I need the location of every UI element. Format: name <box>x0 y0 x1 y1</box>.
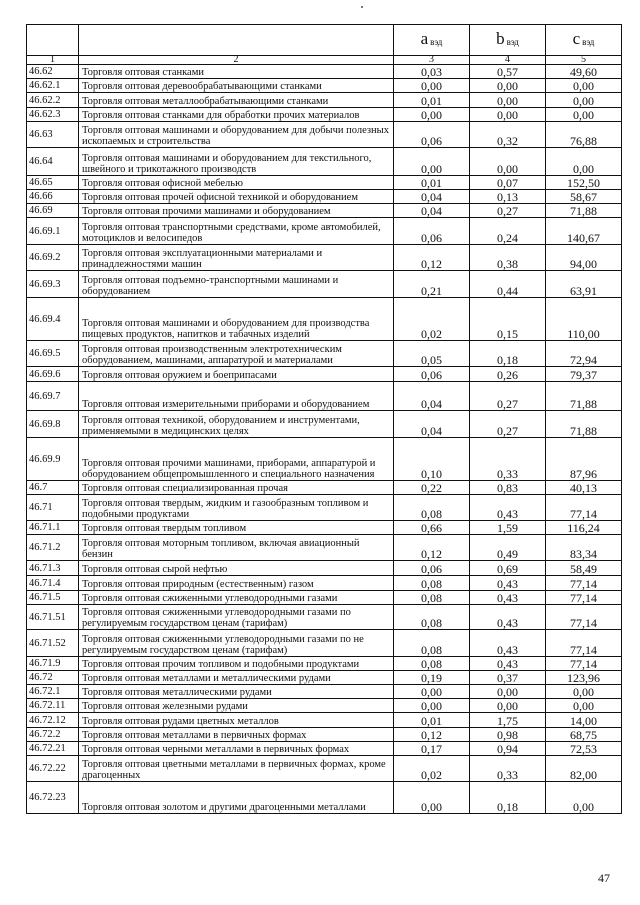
row-name: Торговля оптовая твердым топливом <box>79 521 394 535</box>
row-value-b: 0,43 <box>470 591 546 605</box>
row-name: Торговля оптовая металлообрабатывающими станками <box>79 93 394 108</box>
row-value-b: 0,32 <box>470 122 546 148</box>
row-value-a: 0,04 <box>394 382 470 411</box>
row-value-a: 0,06 <box>394 367 470 382</box>
row-value-a: 0,00 <box>394 782 470 814</box>
row-code: 46.62 <box>27 65 79 79</box>
table-row <box>27 190 622 204</box>
row-name: Торговля оптовая машинами и оборудованием для добычи полезных ископаемых и строительства <box>79 122 394 148</box>
table-row <box>27 79 622 93</box>
row-value-c: 58,67 <box>546 190 622 204</box>
row-value-b: 0,18 <box>470 341 546 367</box>
row-value-b: 0,18 <box>470 782 546 814</box>
table-row <box>27 367 622 382</box>
row-value-a: 0,21 <box>394 271 470 298</box>
table-row <box>27 438 622 481</box>
row-value-c: 0,00 <box>546 79 622 93</box>
row-value-a: 0,08 <box>394 605 470 630</box>
row-code: 46.72.22 <box>27 756 79 782</box>
table-row <box>27 630 622 657</box>
row-value-c: 71,88 <box>546 204 622 218</box>
row-code: 46.71.5 <box>27 591 79 605</box>
table-row <box>27 561 622 576</box>
row-name: Торговля оптовая сжиженными углеводородными газами по регулируемым государством ценам (тарифам) <box>79 605 394 630</box>
table-row <box>27 176 622 190</box>
row-value-b: 0,27 <box>470 382 546 411</box>
row-value-a: 0,02 <box>394 756 470 782</box>
row-value-a: 0,06 <box>394 561 470 576</box>
row-name: Торговля оптовая прочими машинами, приборами, аппаратурой и оборудованием общепромышленного и специального назначения <box>79 438 394 481</box>
row-code: 46.69.3 <box>27 271 79 298</box>
column-index-row <box>27 56 622 65</box>
row-code: 46.66 <box>27 190 79 204</box>
table-row <box>27 756 622 782</box>
row-value-c: 76,88 <box>546 122 622 148</box>
row-value-c: 77,14 <box>546 630 622 657</box>
table-row <box>27 713 622 728</box>
row-value-b: 0,98 <box>470 728 546 742</box>
row-value-b: 0,24 <box>470 218 546 245</box>
row-value-c: 77,14 <box>546 591 622 605</box>
header-row <box>27 25 622 56</box>
row-value-a: 0,06 <box>394 218 470 245</box>
row-value-c: 116,24 <box>546 521 622 535</box>
index-cell: 2 <box>79 56 394 65</box>
row-value-a: 0,04 <box>394 204 470 218</box>
row-name: Торговля оптовая транспортными средствами, кроме автомобилей, мотоциклов и велосипедов <box>79 218 394 245</box>
row-value-a: 0,08 <box>394 591 470 605</box>
row-value-c: 72,53 <box>546 742 622 756</box>
row-name: Торговля оптовая железными рудами <box>79 699 394 713</box>
row-value-a: 0,01 <box>394 176 470 190</box>
row-name: Торговля оптовая оружием и боеприпасами <box>79 367 394 382</box>
row-value-a: 0,12 <box>394 535 470 561</box>
row-value-b: 0,43 <box>470 630 546 657</box>
row-value-b: 0,00 <box>470 699 546 713</box>
row-name: Торговля оптовая подъемно-транспортными машинами и оборудованием <box>79 271 394 298</box>
row-name: Торговля оптовая машинами и оборудованием для производства пищевых продуктов, напитков и табачных изделий <box>79 298 394 341</box>
row-value-b: 0,00 <box>470 148 546 176</box>
row-value-b: 0,44 <box>470 271 546 298</box>
table-row <box>27 382 622 411</box>
row-value-c: 152,50 <box>546 176 622 190</box>
row-value-a: 0,01 <box>394 713 470 728</box>
row-value-b: 0,00 <box>470 79 546 93</box>
row-name: Торговля оптовая прочим топливом и подобными продуктами <box>79 657 394 671</box>
row-code: 46.69.4 <box>27 298 79 341</box>
row-value-b: 0,49 <box>470 535 546 561</box>
row-value-b: 0,37 <box>470 671 546 685</box>
row-value-a: 0,12 <box>394 245 470 271</box>
table-row <box>27 535 622 561</box>
row-code: 46.72.1 <box>27 685 79 699</box>
row-code: 46.71.1 <box>27 521 79 535</box>
table-row <box>27 148 622 176</box>
row-name: Торговля оптовая золотом и другими драгоценными металлами <box>79 782 394 814</box>
header-name-cell <box>79 25 394 56</box>
table-row <box>27 671 622 685</box>
row-value-b: 0,27 <box>470 204 546 218</box>
table-row <box>27 605 622 630</box>
row-code: 46.71.4 <box>27 576 79 591</box>
row-code: 46.71.52 <box>27 630 79 657</box>
row-value-c: 83,34 <box>546 535 622 561</box>
row-value-b: 1,59 <box>470 521 546 535</box>
row-code: 46.7 <box>27 481 79 495</box>
row-value-b: 0,43 <box>470 657 546 671</box>
row-value-a: 0,12 <box>394 728 470 742</box>
row-value-b: 0,43 <box>470 605 546 630</box>
table-row <box>27 728 622 742</box>
row-name: Торговля оптовая измерительными приборами и оборудованием <box>79 382 394 411</box>
col-c-sub: вэд <box>582 37 595 47</box>
data-table <box>26 24 622 814</box>
row-code: 46.65 <box>27 176 79 190</box>
table-row <box>27 93 622 108</box>
table-row <box>27 699 622 713</box>
row-value-c: 58,49 <box>546 561 622 576</box>
row-value-a: 0,22 <box>394 481 470 495</box>
row-code: 46.72.11 <box>27 699 79 713</box>
row-code: 46.69.1 <box>27 218 79 245</box>
row-code: 46.72.2 <box>27 728 79 742</box>
row-value-a: 0,06 <box>394 122 470 148</box>
row-value-c: 77,14 <box>546 605 622 630</box>
row-name: Торговля оптовая машинами и оборудованием для текстильного, швейного и трикотажного производств <box>79 148 394 176</box>
row-name: Торговля оптовая природным (естественным) газом <box>79 576 394 591</box>
row-value-c: 140,67 <box>546 218 622 245</box>
row-name: Торговля оптовая черными металлами в первичных формах <box>79 742 394 756</box>
row-code: 46.71.9 <box>27 657 79 671</box>
row-value-a: 0,00 <box>394 79 470 93</box>
table-row <box>27 481 622 495</box>
index-cell: 3 <box>394 56 470 65</box>
row-value-a: 0,08 <box>394 495 470 521</box>
row-code: 46.62.2 <box>27 93 79 108</box>
row-value-c: 71,88 <box>546 382 622 411</box>
row-value-c: 94,00 <box>546 245 622 271</box>
row-name: Торговля оптовая прочими машинами и оборудованием <box>79 204 394 218</box>
table-row <box>27 411 622 438</box>
col-b-label: b <box>496 29 505 48</box>
row-value-b: 0,33 <box>470 756 546 782</box>
row-value-a: 0,03 <box>394 65 470 79</box>
row-name: Торговля оптовая деревообрабатывающими станками <box>79 79 394 93</box>
table-row <box>27 576 622 591</box>
col-b-sub: вэд <box>506 37 519 47</box>
row-value-c: 123,96 <box>546 671 622 685</box>
row-code: 46.69 <box>27 204 79 218</box>
row-name: Торговля оптовая техникой, оборудованием и инструментами, применяемыми в медицинских целях <box>79 411 394 438</box>
row-value-a: 0,00 <box>394 148 470 176</box>
table-body <box>27 25 622 814</box>
row-value-c: 49,60 <box>546 65 622 79</box>
row-name: Торговля оптовая сырой нефтью <box>79 561 394 576</box>
row-value-c: 0,00 <box>546 685 622 699</box>
row-value-c: 63,91 <box>546 271 622 298</box>
row-value-a: 0,02 <box>394 298 470 341</box>
row-value-c: 40,13 <box>546 481 622 495</box>
row-value-c: 77,14 <box>546 495 622 521</box>
table-row <box>27 685 622 699</box>
table-row <box>27 245 622 271</box>
row-value-c: 0,00 <box>546 699 622 713</box>
row-value-c: 77,14 <box>546 576 622 591</box>
row-name: Торговля оптовая цветными металлами в первичных формах, кроме драгоценных <box>79 756 394 782</box>
row-value-c: 0,00 <box>546 782 622 814</box>
col-a-label: a <box>420 29 429 48</box>
row-value-b: 0,33 <box>470 438 546 481</box>
row-value-a: 0,66 <box>394 521 470 535</box>
table-row <box>27 204 622 218</box>
row-value-a: 0,08 <box>394 657 470 671</box>
table-row <box>27 657 622 671</box>
row-value-b: 0,43 <box>470 495 546 521</box>
row-name: Торговля оптовая специализированная прочая <box>79 481 394 495</box>
row-code: 46.69.5 <box>27 341 79 367</box>
row-value-c: 0,00 <box>546 148 622 176</box>
row-value-a: 0,08 <box>394 630 470 657</box>
row-code: 46.62.3 <box>27 108 79 122</box>
row-code: 46.72.21 <box>27 742 79 756</box>
row-value-c: 77,14 <box>546 657 622 671</box>
header-col-a <box>394 25 470 56</box>
index-cell: 1 <box>27 56 79 65</box>
row-name: Торговля оптовая металлами и металлическими рудами <box>79 671 394 685</box>
row-name: Торговля оптовая рудами цветных металлов <box>79 713 394 728</box>
header-col-b <box>470 25 546 56</box>
row-code: 46.71.51 <box>27 605 79 630</box>
table-row <box>27 782 622 814</box>
row-value-c: 14,00 <box>546 713 622 728</box>
row-value-b: 0,43 <box>470 576 546 591</box>
row-value-a: 0,00 <box>394 108 470 122</box>
table-row <box>27 495 622 521</box>
row-value-a: 0,10 <box>394 438 470 481</box>
row-code: 46.64 <box>27 148 79 176</box>
table-row <box>27 65 622 79</box>
row-value-c: 71,88 <box>546 411 622 438</box>
row-value-a: 0,04 <box>394 411 470 438</box>
row-value-c: 0,00 <box>546 108 622 122</box>
row-code: 46.71.3 <box>27 561 79 576</box>
row-value-b: 0,27 <box>470 411 546 438</box>
row-value-a: 0,08 <box>394 576 470 591</box>
row-value-b: 0,13 <box>470 190 546 204</box>
row-value-a: 0,01 <box>394 93 470 108</box>
row-code: 46.62.1 <box>27 79 79 93</box>
col-a-sub: вэд <box>430 37 443 47</box>
row-code: 46.69.8 <box>27 411 79 438</box>
table-row <box>27 218 622 245</box>
row-value-c: 68,75 <box>546 728 622 742</box>
row-value-b: 0,00 <box>470 685 546 699</box>
table-row <box>27 742 622 756</box>
row-value-b: 0,15 <box>470 298 546 341</box>
table-row <box>27 521 622 535</box>
row-code: 46.72.23 <box>27 782 79 814</box>
row-value-c: 82,00 <box>546 756 622 782</box>
row-name: Торговля оптовая твердым, жидким и газообразным топливом и подобными продуктами <box>79 495 394 521</box>
row-name: Торговля оптовая станками для обработки прочих материалов <box>79 108 394 122</box>
table-row <box>27 271 622 298</box>
row-code: 46.69.9 <box>27 438 79 481</box>
row-code: 46.69.2 <box>27 245 79 271</box>
header-code-cell <box>27 25 79 56</box>
row-value-a: 0,17 <box>394 742 470 756</box>
row-value-a: 0,19 <box>394 671 470 685</box>
row-value-b: 0,94 <box>470 742 546 756</box>
row-value-b: 0,00 <box>470 108 546 122</box>
row-code: 46.63 <box>27 122 79 148</box>
scan-speck <box>361 6 363 8</box>
row-name: Торговля оптовая металлическими рудами <box>79 685 394 699</box>
table-row <box>27 341 622 367</box>
index-cell: 4 <box>470 56 546 65</box>
row-value-a: 0,05 <box>394 341 470 367</box>
table-row <box>27 122 622 148</box>
row-value-b: 0,57 <box>470 65 546 79</box>
row-code: 46.72 <box>27 671 79 685</box>
row-value-c: 0,00 <box>546 93 622 108</box>
row-name: Торговля оптовая сжиженными углеводородными газами <box>79 591 394 605</box>
table-row <box>27 591 622 605</box>
row-value-b: 0,69 <box>470 561 546 576</box>
row-value-b: 0,07 <box>470 176 546 190</box>
table-row <box>27 108 622 122</box>
col-c-label: c <box>572 29 581 48</box>
row-value-b: 0,00 <box>470 93 546 108</box>
row-name: Торговля оптовая офисной мебелью <box>79 176 394 190</box>
row-code: 46.72.12 <box>27 713 79 728</box>
row-name: Торговля оптовая станками <box>79 65 394 79</box>
table-row <box>27 298 622 341</box>
row-code: 46.69.7 <box>27 382 79 411</box>
row-name: Торговля оптовая металлами в первичных формах <box>79 728 394 742</box>
row-name: Торговля оптовая прочей офисной техникой и оборудованием <box>79 190 394 204</box>
header-col-c <box>546 25 622 56</box>
row-value-c: 72,94 <box>546 341 622 367</box>
index-cell: 5 <box>546 56 622 65</box>
row-code: 46.71 <box>27 495 79 521</box>
row-value-b: 0,26 <box>470 367 546 382</box>
row-value-c: 87,96 <box>546 438 622 481</box>
row-value-b: 0,83 <box>470 481 546 495</box>
row-value-a: 0,00 <box>394 699 470 713</box>
row-name: Торговля оптовая производственным электротехническим оборудованием, машинами, аппаратурой и материалами <box>79 341 394 367</box>
row-value-b: 1,75 <box>470 713 546 728</box>
row-value-c: 110,00 <box>546 298 622 341</box>
row-value-b: 0,38 <box>470 245 546 271</box>
row-value-a: 0,00 <box>394 685 470 699</box>
row-value-c: 79,37 <box>546 367 622 382</box>
row-code: 46.71.2 <box>27 535 79 561</box>
row-name: Торговля оптовая моторным топливом, включая авиационный бензин <box>79 535 394 561</box>
row-code: 46.69.6 <box>27 367 79 382</box>
row-name: Торговля оптовая эксплуатационными материалами и принадлежностями машин <box>79 245 394 271</box>
row-value-a: 0,04 <box>394 190 470 204</box>
row-name: Торговля оптовая сжиженными углеводородными газами по не регулируемым государством ценам (тарифам) <box>79 630 394 657</box>
page-number: 47 <box>598 871 610 885</box>
